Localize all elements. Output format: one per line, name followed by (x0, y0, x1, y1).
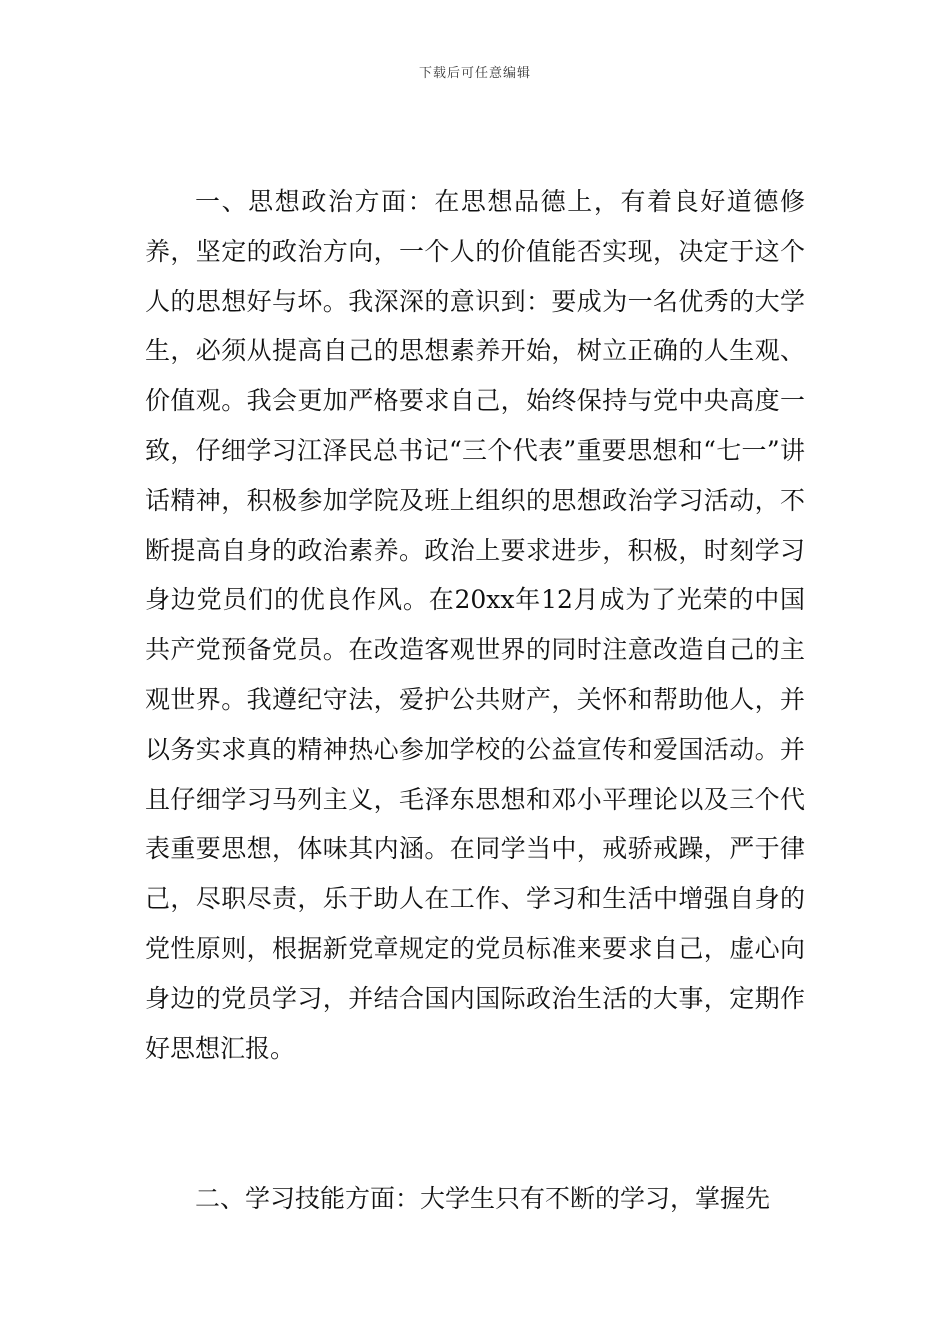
paragraph-ideology: 一、思想政治方面：在思想品德上，有着良好道德修养，坚定的政治方向，一个人的价值能否实现，决定于这个人的思想好与坏。我深深的意识到：要成为一名优秀的大学生，必须从提高自己的思想素养开始，树立正确的人生观、价值观。我会更加严格要求自己，始终保持与党中央高度一致，仔细学习江泽民总书记“三个代表”重要思想和“七一”讲话精神，积极参加学院及班上组织的思想政治学习活动，不断提高自身的政治素养。政治上要求进步，积极，时刻学习身边党员们的优良作风。在20xx年12月成为了光荣的中国共产党预备党员。在改造客观世界的同时注意改造自己的主观世界。我遵纪守法，爱护公共财产，关怀和帮助他人，并以务实求真的精神热心参加学校的公益宣传和爱国活动。并且仔细学习马列主义，毛泽东思想和邓小平理论以及三个代表重要思想，体味其内涵。在同学当中，戒骄戒躁，严于律己，尽职尽责，乐于助人在工作、学习和生活中增强自身的党性原则，根据新党章规定的党员标准来要求自己，虚心向身边的党员学习，并结合国内国际政治生活的大事，定期作好思想汇报。 (145, 187, 805, 1063)
document-body (145, 177, 805, 1224)
page-header-note: 下载后可任意编辑 (418, 66, 531, 81)
paragraph-study-skills: 二、学习技能方面：大学生只有不断的学习，掌握先 (195, 1184, 771, 1214)
